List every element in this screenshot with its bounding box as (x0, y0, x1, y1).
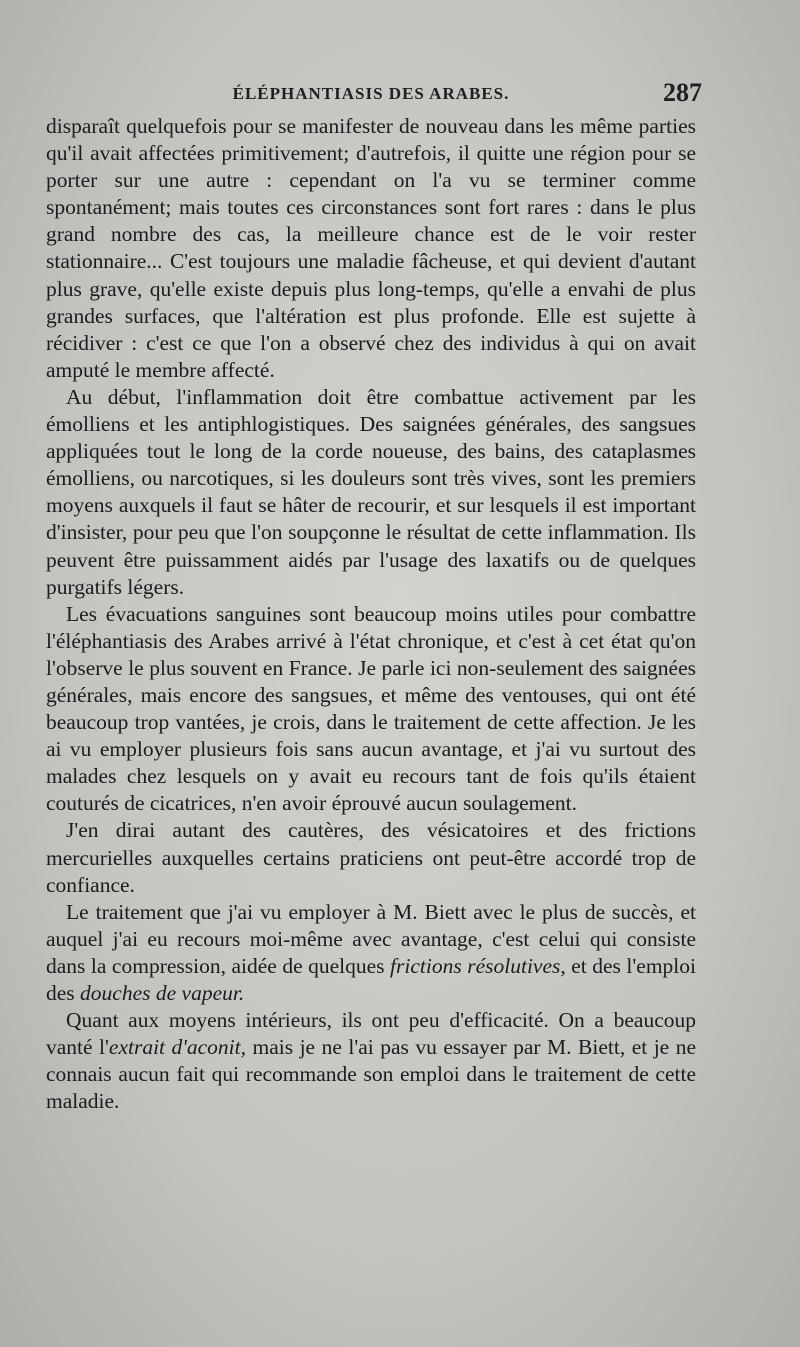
body-text (46, 113, 696, 1115)
running-title: ÉLÉPHANTIASIS DES ARABES. (232, 84, 510, 103)
paragraph-5-text: Le traitement que j'ai vu employer à M. Biett avec le plus de succès, et auquel j'ai eu recours moi-même avec avantage, c'est celui qui consiste dans la compression, aidée de quelques (46, 899, 696, 978)
paragraph-6-italic: extrait d'aconit, (108, 1035, 246, 1060)
paragraph-2: Au début, l'inflammation doit être combattue activement par les émolliens et les antiphlogistiques. Des saignées générales, des sangsues appliquées tout le long de la corde noueuse, des bains, des cataplasmes émolliens, ou narcotiques, si les douleurs sont très vives, sont les premiers moyens auxquels il faut se hâter de recourir, et sur lesquels il est important d'insister, pour peu que l'on soupçonne le résultat de cette inflammation. Ils peuvent être puissamment aidés par l'usage des laxatifs ou de quelques purgatifs légers. (46, 384, 696, 599)
paragraph-5 (46, 899, 696, 1007)
paragraph-5-text-middle: et des l'emploi des (46, 953, 696, 1005)
paragraph-5-italic-1: frictions résolutives, (390, 953, 566, 978)
paragraph-6-text-after: mais je ne l'ai pas vu essayer par M. Biett, et je ne connais aucun fait qui recommande son emploi dans le traitement de cette maladie. (46, 1035, 696, 1114)
paragraph-1: disparaît quelquefois pour se manifester de nouveau dans les même parties qu'il avait affectées primitivement; d'autrefois, il quitte une région pour se porter sur une autre : cependant on l'a vu se terminer comme spontanément; mais toutes ces circonstances sont fort rares : dans le plus grand nombre des cas, la meilleure chance est de le voir rester stationnaire... C'est toujours une maladie fâcheuse, et qui devient d'autant plus grave, qu'elle existe depuis plus long-temps, qu'elle a envahi de plus grandes surfaces, que l'altération est plus profonde. Elle est sujette à récidiver : c'est ce que l'on a observé chez des individus à qui on avait amputé le membre affecté. (46, 114, 696, 382)
paragraph-4: J'en dirai autant des cautères, des vésicatoires et des frictions mercurielles auxquelles certains praticiens ont peut-être accordé trop de confiance. (46, 818, 696, 897)
paragraph-3: Les évacuations sanguines sont beaucoup moins utiles pour combattre l'éléphantiasis des Arabes arrivé à l'état chronique, et c'est à cet état qu'on l'observe le plus souvent en France. Je parle ici non-seulement des saignées générales, mais encore des sangsues, et même des ventouses, qui ont été beaucoup trop vantées, je crois, dans le traitement de cette affection. Je les ai vu employer plusieurs fois sans aucun avantage, et j'ai vu surtout des malades chez lesquels on y avait eu recours tant de fois qu'ils étaient couturés de cicatrices, n'en avoir éprouvé aucun soulagement. (46, 601, 696, 816)
paragraph-6 (46, 1007, 696, 1115)
paragraph-6-text: Quant aux moyens intérieurs, ils ont peu d'efficacité. On a beaucoup vanté l' (46, 1008, 696, 1060)
paragraph-5-italic-2: douches de vapeur. (80, 981, 245, 1005)
page-header (40, 78, 702, 116)
page-number: 287 (663, 78, 702, 107)
